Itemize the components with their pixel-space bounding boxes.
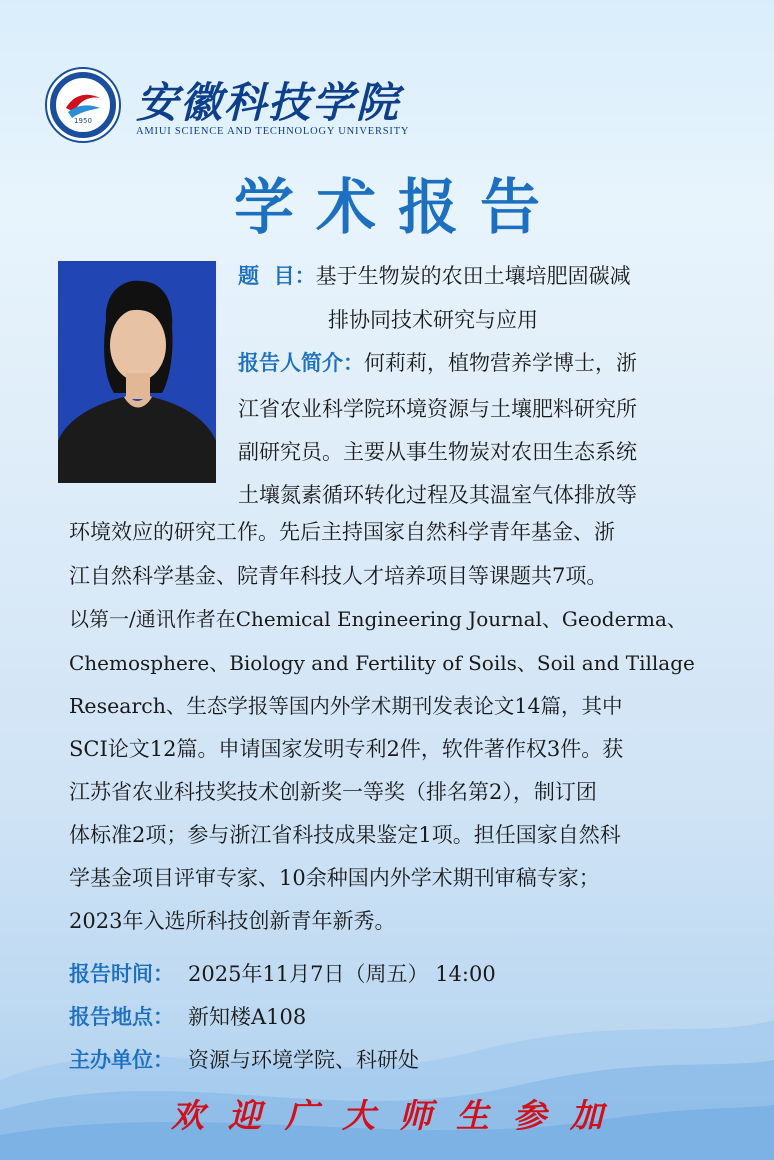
- time-value: 2025年11月7日（周五） 14:00: [188, 962, 496, 986]
- svg-text:1950: 1950: [74, 117, 92, 125]
- school-seal-icon: [44, 66, 122, 144]
- bio-text-1: 何莉莉，植物营养学博士，浙: [364, 351, 637, 375]
- topic-text-1: 基于生物炭的农田土壤培肥固碳减: [315, 264, 631, 288]
- bio-text-5: 环境效应的研究工作。先后主持国家自然科学青年基金、浙: [69, 520, 615, 544]
- bio-text-8: Chemosphere、Biology and Fertility of Soils、Soil and Tillage: [69, 651, 695, 675]
- bio-text-4: 土壤氮素循环转化过程及其温室气体排放等: [238, 483, 637, 507]
- bio-text-11: 江苏省农业科技奖技术创新奖一等奖（排名第2），制订团: [69, 780, 597, 804]
- welcome-banner: 欢迎广大师生参加: [171, 1096, 627, 1135]
- host-value: 资源与环境学院、科研处: [188, 1048, 419, 1072]
- bio-text-3: 副研究员。主要从事生物炭对农田生态系统: [238, 440, 637, 464]
- report-time: [69, 960, 496, 988]
- topic-text-2: 排协同技术研究与应用: [328, 308, 538, 332]
- topic-label: 题 目：: [238, 264, 316, 288]
- bio-text-12: 体标准2项；参与浙江省科技成果鉴定1项。担任国家自然科: [69, 823, 621, 847]
- school-name-cn: 安徽科技学院: [136, 78, 401, 127]
- bio-text-10: SCI论文12篇。申请国家发明专利2件，软件著作权3件。获: [69, 737, 624, 761]
- bio-text-2: 江省农业科学院环境资源与土壤肥料研究所: [238, 397, 637, 421]
- place-label: 报告地点：: [69, 1005, 174, 1029]
- time-label: 报告时间：: [69, 962, 174, 986]
- school-name-en: AMIUI SCIENCE AND TECHNOLOGY UNIVERSITY: [136, 126, 410, 137]
- page-title: 学术报告: [234, 173, 562, 243]
- speaker-photo: [58, 261, 216, 483]
- report-place: [69, 1003, 306, 1031]
- bio-label: 报告人简介：: [238, 351, 364, 375]
- bio-text-7: 以第一/通讯作者在Chemical Engineering Journal、Geoderma、: [69, 607, 687, 631]
- bio-text-14: 2023年入选所科技创新青年新秀。: [69, 909, 396, 933]
- bio-text-6: 江自然科学基金、院青年科技人才培养项目等课题共7项。: [69, 564, 608, 588]
- topic-line-1: [238, 262, 631, 290]
- host-label: 主办单位：: [69, 1048, 174, 1072]
- report-host: [69, 1046, 419, 1074]
- bio-line-1: [238, 349, 637, 377]
- school-logo: [44, 66, 444, 146]
- speaker-portrait-icon: [58, 261, 216, 483]
- bio-text-13: 学基金项目评审专家、10余种国内外学术期刊审稿专家；: [69, 866, 600, 890]
- bio-text-9: Research、生态学报等国内外学术期刊发表论文14篇，其中: [69, 694, 623, 718]
- place-value: 新知楼A108: [188, 1005, 307, 1029]
